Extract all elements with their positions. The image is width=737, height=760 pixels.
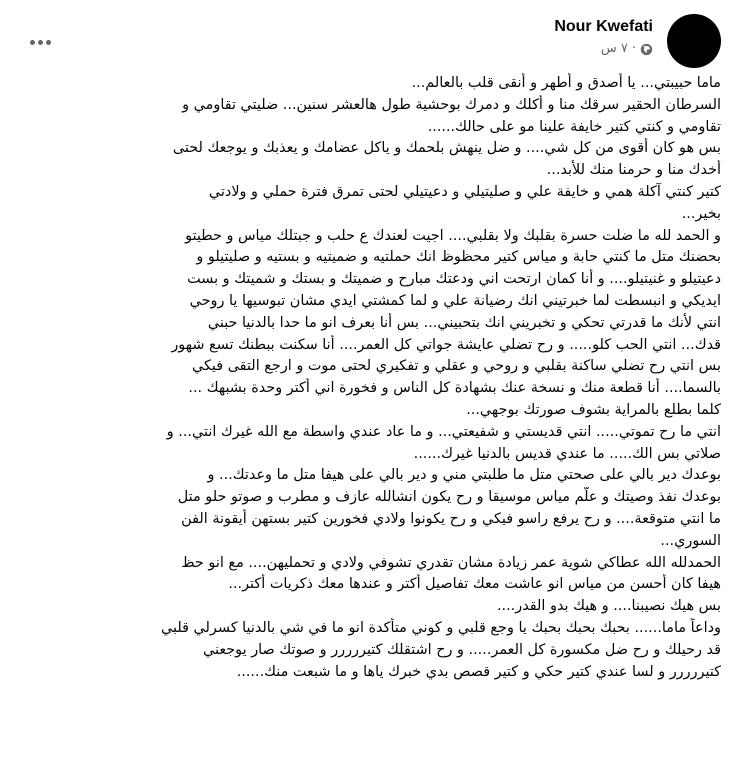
- post-text-line: كلما بطلع بالمراية بشوف صورتك بوجهي...: [466, 401, 721, 418]
- post-text-line: بخير...: [681, 205, 721, 222]
- post-text-line: دعيتيلو و غنيتيلو.... و أنا كمان ارتحت اني ودعتك مبارح و ضميتك و بستك و شميتك و بست: [187, 271, 721, 288]
- post-time[interactable]: ٧ س: [600, 41, 628, 56]
- more-horizontal-icon: [30, 40, 51, 45]
- author-name[interactable]: Nour Kwefati: [554, 18, 653, 35]
- post-text-line: كتيررررر و لسا عندي كتير حكي و كتير قصص بدي خبرك ياها و ما شبعت منك......: [236, 663, 721, 680]
- globe-icon[interactable]: [640, 43, 653, 56]
- post-text-line: كتير كنتي آكلة همي و خايفة علي و صليتيلي و دعيتيلي لحتى تمرق فترة حملي و ولادتي: [208, 183, 721, 200]
- post-text-line: ماما حبيبتي... يا أصدق و أطهر و أنقى قلب بالعالم...: [411, 75, 721, 91]
- post-text-line: بس هيك نصيبنا.... و هيك بدو القدر....: [496, 598, 721, 615]
- avatar[interactable]: [667, 14, 721, 68]
- post-text-line: بحضنك متل ما كنتي حابة و مياس كتير محظوظ انك حملتيه و ضميتيه و بستيه و صليتيلو و: [196, 249, 721, 266]
- post-text-line: الحمدلله الله عطاكي شوية عمر زيادة مشان تقدري تشوفي ولادي و تحمليهن.... مع انو حظ: [181, 554, 721, 571]
- post-text-line: انتي لأنك ما قدرتي تحكي و تخبريني انك بتحبيني... بس أنا بعرف انو ما حدا بالدنيا حبني: [207, 314, 721, 331]
- post-text-line: بوعدك دير بالي على صحتي متل ما طلبتي مني و دير بالي على هيفا متل ما وعدتك... و: [207, 467, 721, 484]
- author-block: [554, 16, 653, 58]
- post-text-line: بس انتي رح تضلي ساكنة بقلبي و روحي و عقلي و تفكيري لحتى موت و ارجع التقى فيكي: [191, 358, 721, 375]
- post-text-line: السرطان الحقير سرقك منا و أكلك و دمرك بوحشية طول هالعشر سنين... ضليتي تقاومي و: [182, 96, 721, 113]
- post-text: [14, 73, 721, 683]
- post-text-line: بس هو كان أقوى من كل شي.... و ضل ينهش بلحمك و ياكل عضامك و يعذبك و يوجعك لحتى: [172, 140, 721, 157]
- post-text-line: أخدك منا و حرمنا منك للأبد...: [546, 162, 721, 179]
- post-header: [16, 14, 721, 64]
- post-text-line: انتي ما رح تموتي..... انتي قديستي و شفيعتي... و ما عاد عندي واسطة مع الله غيرك انتي... و: [166, 423, 721, 440]
- post-text-line: قدك... انتي الحب كلو..... و رح تضلي عايشة جواتي كل العمر.... أنا سكنت ببطنك تسع شهور: [171, 336, 721, 353]
- post-text-line: ما انتي متوقعة.... و رح يرفع راسو فيكي و رح يكونوا ولادي فخورين كتير بستهن أيقونة الفن: [181, 510, 721, 527]
- post-text-line: وداعاً ماما...... بحبك بحبك بحبك يا وجع قلبي و كوني متأكدة انو ما في شي بالدنيا كسرلي قلبي: [160, 619, 721, 636]
- post-text-line: و الحمد لله ما ضلت حسرة بقلبك ولا بقلبي.... اجيت لعندك ع حلب و جبتلك مياس و حطيتو: [185, 227, 721, 244]
- post-meta: [554, 40, 653, 58]
- post-text-line: صلاتي بس الك..... ما عندي قديس بالدنيا غيرك......: [413, 445, 721, 462]
- post-text-line: تقاومي و كنتي كتير خايفة علينا مو على حالك......: [427, 118, 721, 135]
- post-text-line: بوعدك نفذ وصيتك و علّم مياس موسيقا و رح يكون انشالله عازف و مطرب و صوتو حلو متل: [177, 489, 721, 506]
- post-text-line: هيفا كان أحسن من مياس انو عاشت معك تفاصيل أكتر و عندها معك ذكريات أكتر...: [228, 576, 721, 593]
- meta-separator: ·: [631, 41, 636, 56]
- post-text-line: بالسما.... أنا قطعة منك و نسخة عنك بشهادة كل الناس و فخورة اني أكتر وحدة بشبهك ...: [188, 380, 721, 397]
- post-text-line: ايديكي و انبسطت لما خبرتيني انك رضيانة علي و لما كمشتي ايدي مشان تبوسيها يا روحي: [189, 292, 721, 309]
- post-text-line: قد رحيلك و رح ضل مكسورة كل العمر..... و رح اشتقلك كتيررررر و صوتك صار يوجعني: [203, 641, 721, 658]
- post-text-line: السوري...: [660, 532, 721, 549]
- more-options-button[interactable]: [22, 24, 58, 60]
